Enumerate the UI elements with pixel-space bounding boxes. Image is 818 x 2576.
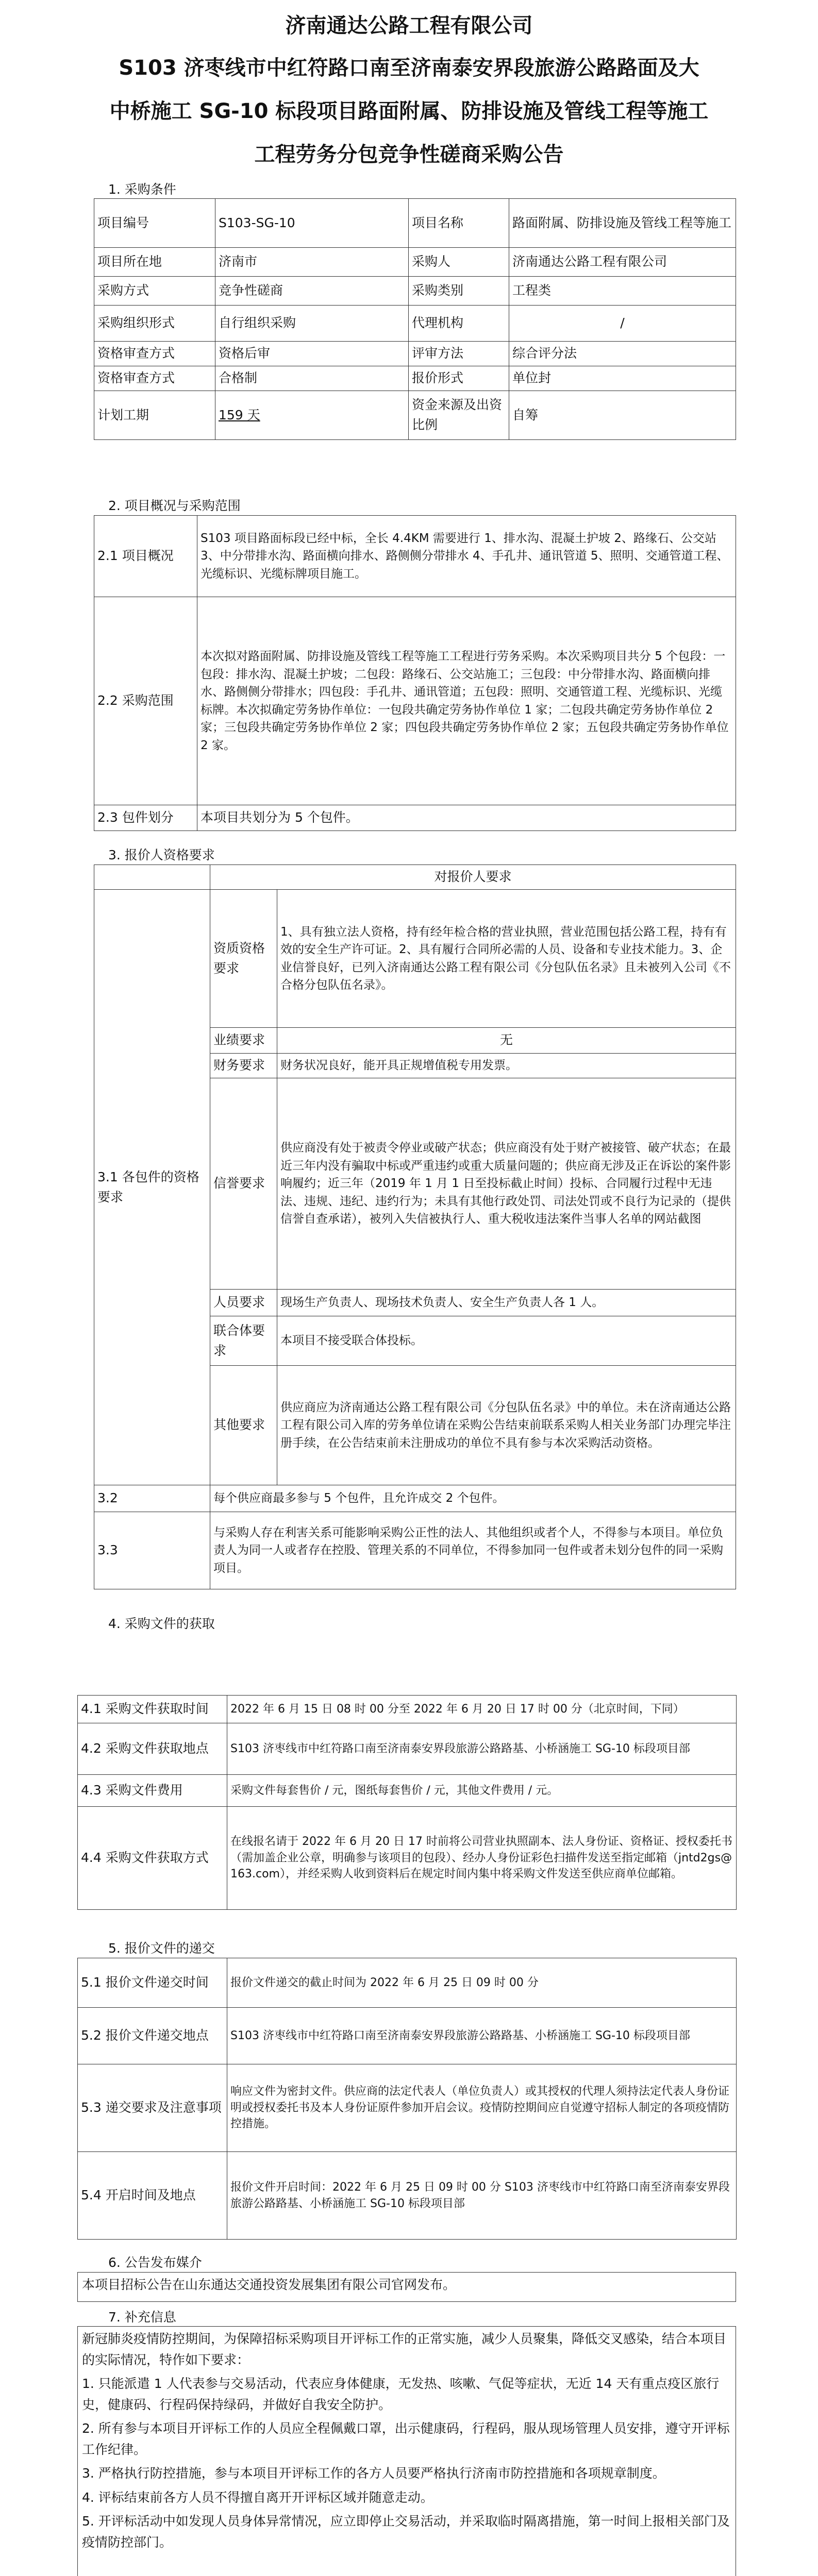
table-row — [94, 597, 736, 805]
cell-label: 2.1 项目概况 — [94, 516, 197, 597]
cell-value: 供应商应为济南通达公路工程有限公司《分包队伍名录》中的单位。未在济南通达公路工程有限公司入库的劳务单位请在采购公告结束前联系采购人相关业务部门办理完毕注册手续，在公告结束前未注册成功的单位不具有参与本次采购活动资格。 — [277, 1366, 736, 1485]
cell-value: / — [509, 306, 736, 342]
cell-label: 4.1 采购文件获取时间 — [78, 1696, 227, 1723]
cell-value: 供应商没有处于被责令停业或破产状态；供应商没有处于财产被接管、破产状态；在最近三年内没有骗取中标或严重违约或重大质量问题的；供应商无涉及正在诉讼的案件影响履约；近三年（2019 年 1 月 1 日至投标截止时间）投标、合同履行过程中无违法、违规、违纪、违约行为；未具有其他行政处罚、司法处罚或不良行为记录的（提供信誉自查承诺），被列入失信被执行人、重大税收违法案件当事人名单的网站截图 — [277, 1078, 736, 1290]
cell-value: 综合评分法 — [509, 342, 736, 366]
cell-value: 报价文件开启时间：2022 年 6 月 25 日 09 时 00 分 S103 济枣线市中红符路口南至济南泰安界段旅游公路路基、小桥涵施工 SG-10 标段项目部 — [227, 2152, 737, 2240]
procurement-conditions-table — [94, 198, 736, 440]
table-row — [78, 1775, 737, 1807]
cell-label: 5.4 开启时间及地点 — [78, 2152, 227, 2240]
section-5-heading: 5. 报价文件的递交 — [108, 1941, 215, 1956]
cell-label: 3.2 — [94, 1485, 210, 1512]
cell-value: 路面附属、防排设施及管线工程等施工 — [509, 199, 736, 248]
submission-table — [77, 1958, 737, 2240]
table-row — [94, 516, 736, 597]
cell-label: 资格审查方式 — [94, 342, 215, 366]
cell-label: 联合体要求 — [210, 1316, 277, 1366]
cell-label: 4.3 采购文件费用 — [78, 1775, 227, 1807]
cell-value: 自筹 — [509, 391, 736, 440]
table-row — [94, 890, 736, 1028]
document-title — [0, 46, 818, 176]
table-row — [78, 2152, 737, 2240]
cell-value: 1、具有独立法人资格，持有经年检合格的营业执照，营业范围包括公路工程，持有有效的安全生产许可证。2、具有履行合同所必需的人员、设备和专业技术能力。3、企业信誉良好，已列入济南通达公路工程有限公司《分包队伍名录》且未被列入公司《不合格分包队伍名录》。 — [277, 890, 736, 1028]
cell-value: 竞争性磋商 — [215, 277, 409, 306]
cell-value: 本次拟对路面附属、防排设施及管线工程等施工工程进行劳务采购。本次采购项目共分 5 个包段：一包段：排水沟、混凝土护坡；二包段：路缘石、公交站施工；三包段：中分带排水沟、路面横向排水、路侧侧分带排水；四包段：手孔井、通讯管道；五包段：照明、交通管道工程、光缆标识、光缆标牌。本次拟确定劳务协作单位：一包段共确定劳务协作单位 1 家；二包段共确定劳务协作单位 2 家；三包段共确定劳务协作单位 2 家；四包段共确定劳务协作单位 2 家；五包段共确定劳务协作单位 2 家。 — [197, 597, 736, 805]
info-paragraph: 3. 严格执行防控措施，参与本项目开评标工作的各方人员要严格执行济南市防控措施和各项规章制度。 — [82, 2466, 665, 2481]
cell-header: 对报价人要求 — [210, 865, 736, 890]
cell-value: 单位封 — [509, 366, 736, 391]
cell-label: 报价形式 — [409, 366, 509, 391]
title-line: S103 济枣线市中红符路口南至济南泰安界段旅游公路路面及大 — [119, 56, 699, 80]
cell-group-label: 3.1 各包件的资格要求 — [94, 890, 210, 1485]
cell-label: 2.2 采购范围 — [94, 597, 197, 805]
cell-value: 自行组织采购 — [215, 306, 409, 342]
table-row — [94, 1512, 736, 1589]
cell-value: 与采购人存在利害关系可能影响采购公正性的法人、其他组织或者个人，不得参与本项目。单位负责人为同一人或者存在控股、管理关系的不同单位，不得参加同一包件或者未划分包件的同一采购项目。 — [210, 1512, 736, 1589]
info-paragraph: 新冠肺炎疫情防控期间，为保障招标采购项目开评标工作的正常实施，减少人员聚集，降低交叉感染，结合本项目的实际情况，特作如下要求： — [82, 2331, 727, 2367]
cell-label: 评审方法 — [409, 342, 509, 366]
info-paragraph: 4. 评标结束前各方人员不得擅自离开开评标区域并随意走动。 — [82, 2489, 433, 2505]
section-7-heading: 7. 补充信息 — [108, 2310, 176, 2325]
table-row — [78, 1958, 737, 2008]
table-row — [94, 366, 736, 391]
cell-value: S103 项目路面标段已经中标，全长 4.4KM 需要进行 1、排水沟、混凝土护坡 2、路缘石、公交站 3、中分带排水沟、路面横向排水、路侧侧分带排水 4、手孔井、通讯管道 5、照明、交通管道工程、光缆标识、光缆标牌项目施工。 — [197, 516, 736, 597]
table-row — [94, 306, 736, 342]
cell-value: 工程类 — [509, 277, 736, 306]
table-row — [94, 342, 736, 366]
table-row — [94, 865, 736, 890]
section-6-heading: 6. 公告发布媒介 — [108, 2255, 202, 2270]
table-row — [78, 2064, 737, 2152]
table-row — [78, 1696, 737, 1723]
cell-label: 4.2 采购文件获取地点 — [78, 1723, 227, 1775]
cell-value: 159 天 — [215, 391, 409, 440]
cell-value: 资格后审 — [215, 342, 409, 366]
cell-empty — [94, 865, 210, 890]
cell-value: 响应文件为密封文件。供应商的法定代表人（单位负责人）或其授权的代理人须持法定代表人身份证明或授权委托书及本人身份证原件参加开启会议。疫情防控期间应自觉遵守招标人制定的各项疫情防控措施。 — [227, 2064, 737, 2152]
cell-label: 资质资格要求 — [210, 890, 277, 1028]
cell-label: 3.3 — [94, 1512, 210, 1589]
cell-value: 采购文件每套售价 / 元，图纸每套售价 / 元，其他文件费用 / 元。 — [227, 1775, 737, 1807]
cell-value: S103 济枣线市中红符路口南至济南泰安界段旅游公路路基、小桥涵施工 SG-10 标段项目部 — [227, 2008, 737, 2064]
cell-value: 现场生产负责人、现场技术负责人、安全生产负责人各 1 人。 — [277, 1290, 736, 1316]
cell-value: 济南市 — [215, 248, 409, 277]
cell-label: 信誉要求 — [210, 1078, 277, 1290]
cell-label: 5.2 报价文件递交地点 — [78, 2008, 227, 2064]
cell-value: 财务状况良好，能开具正规增值税专用发票。 — [277, 1054, 736, 1078]
cell-value: 无 — [277, 1028, 736, 1054]
table-row — [94, 199, 736, 248]
info-paragraph: 5. 开评标活动中如发现人员身体异常情况，应立即停止交易活动，并采取临时隔离措施，第一时间上报相关部门及疫情防控部门。 — [82, 2514, 730, 2550]
cell-value: 在线报名请于 2022 年 6 月 20 日 17 时前将公司营业执照副本、法人身份证、资格证、授权委托书（需加盖企业公章，明确参与该项目的包段）、经办人身份证彩色扫描件发送至指定邮箱（jntd2gs@163.com），并经采购人收到资料后在规定时间内集中将采购文件发送至供应商单位邮箱。 — [227, 1807, 737, 1910]
info-paragraph: 2. 所有参与本项目开评标工作的人员应全程佩戴口罩，出示健康码，行程码，服从现场管理人员安排，遵守开评标工作纪律。 — [82, 2421, 730, 2457]
cell-label: 代理机构 — [409, 306, 509, 342]
cell-label: 项目名称 — [409, 199, 509, 248]
cell-value: S103 济枣线市中红符路口南至济南泰安界段旅游公路路基、小桥涵施工 SG-10 标段项目部 — [227, 1723, 737, 1775]
cell-label: 资格审查方式 — [94, 366, 215, 391]
cell-label: 资金来源及出资比例 — [409, 391, 509, 440]
supplementary-info-box — [77, 2326, 736, 2576]
company-title: 济南通达公路工程有限公司 — [285, 14, 533, 38]
cell-label: 5.3 递交要求及注意事项 — [78, 2064, 227, 2152]
cell-value: 济南通达公路工程有限公司 — [509, 248, 736, 277]
cell-label: 人员要求 — [210, 1290, 277, 1316]
cell-label: 2.3 包件划分 — [94, 805, 197, 831]
cell-label: 采购组织形式 — [94, 306, 215, 342]
section-2-heading: 2. 项目概况与采购范围 — [108, 498, 241, 513]
title-line: 工程劳务分包竞争性磋商采购公告 — [254, 143, 564, 166]
table-row — [94, 248, 736, 277]
table-row — [94, 277, 736, 306]
table-row — [78, 1807, 737, 1910]
cell-value: S103-SG-10 — [215, 199, 409, 248]
publication-media-text: 本项目招标公告在山东通达交通投资发展集团有限公司官网发布。 — [82, 2277, 456, 2292]
cell-label: 项目所在地 — [94, 248, 215, 277]
table-row — [94, 805, 736, 831]
cell-label: 采购方式 — [94, 277, 215, 306]
section-1-heading: 1. 采购条件 — [108, 182, 176, 197]
title-line: 中桥施工 SG-10 标段项目路面附属、防排设施及管线工程等施工 — [109, 99, 709, 123]
table-row — [94, 391, 736, 440]
cell-value: 本项目共划分为 5 个包件。 — [197, 805, 736, 831]
cell-value: 合格制 — [215, 366, 409, 391]
cell-label: 采购类别 — [409, 277, 509, 306]
cell-label: 项目编号 — [94, 199, 215, 248]
section-3-heading: 3. 报价人资格要求 — [108, 848, 215, 862]
table-row — [78, 1723, 737, 1775]
cell-label: 财务要求 — [210, 1054, 277, 1078]
table-row — [94, 1485, 736, 1512]
cell-label: 5.1 报价文件递交时间 — [78, 1958, 227, 2008]
cell-value: 本项目不接受联合体投标。 — [277, 1316, 736, 1366]
section-4-heading: 4. 采购文件的获取 — [108, 1616, 215, 1631]
cell-value: 报价文件递交的截止时间为 2022 年 6 月 25 日 09 时 00 分 — [227, 1958, 737, 2008]
publication-media-box — [77, 2272, 736, 2302]
project-overview-table — [94, 515, 736, 831]
cell-value: 2022 年 6 月 15 日 08 时 00 分至 2022 年 6 月 20 日 17 时 00 分（北京时间，下同） — [227, 1696, 737, 1723]
documents-table — [77, 1695, 737, 1910]
cell-label: 业绩要求 — [210, 1028, 277, 1054]
qualification-table — [94, 865, 736, 1589]
info-paragraph: 1. 只能派遣 1 人代表参与交易活动，代表应身体健康，无发热、咳嗽、气促等症状，无近 14 天有重点疫区旅行史，健康码、行程码保持绿码，并做好自我安全防护。 — [82, 2376, 720, 2412]
cell-label: 其他要求 — [210, 1366, 277, 1485]
cell-value: 每个供应商最多参与 5 个包件，且允许成交 2 个包件。 — [210, 1485, 736, 1512]
table-row — [78, 2008, 737, 2064]
cell-label: 计划工期 — [94, 391, 215, 440]
cell-label: 4.4 采购文件获取方式 — [78, 1807, 227, 1910]
cell-label: 采购人 — [409, 248, 509, 277]
